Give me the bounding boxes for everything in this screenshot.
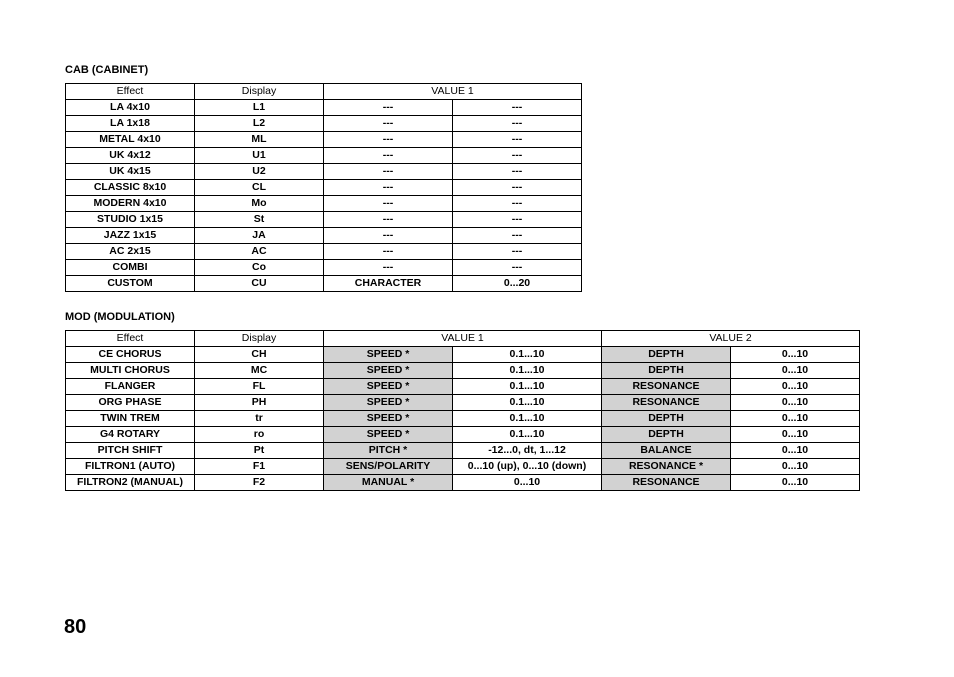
table-row: [66, 427, 860, 443]
mod-value1-range-cell: 0.1...10: [453, 379, 602, 395]
mod-display-cell: F2: [195, 475, 324, 491]
mod-value2-param-cell: RESONANCE: [602, 475, 731, 491]
cab-value1-range-cell: ---: [453, 132, 582, 148]
mod-display-cell: PH: [195, 395, 324, 411]
mod-value1-range-cell: -12...0, dt, 1...12: [453, 443, 602, 459]
cab-value1-range-cell: ---: [453, 260, 582, 276]
cab-value1-param-cell: ---: [324, 164, 453, 180]
cab-value1-param-cell: CHARACTER: [324, 276, 453, 292]
cab-effect-cell: UK 4x12: [66, 148, 195, 164]
table-row: [66, 244, 582, 260]
cab-effect-cell: CUSTOM: [66, 276, 195, 292]
mod-value1-range-cell: 0.1...10: [453, 411, 602, 427]
cab-value1-param-cell: ---: [324, 132, 453, 148]
cab-value1-range-cell: ---: [453, 212, 582, 228]
cab-value1-param-cell: ---: [324, 244, 453, 260]
mod-value1-range-cell: 0.1...10: [453, 427, 602, 443]
table-row: [66, 132, 582, 148]
cab-header-row: [66, 84, 582, 100]
table-row: [66, 347, 860, 363]
cab-header-value1: VALUE 1: [324, 84, 582, 100]
cab-value1-param-cell: ---: [324, 212, 453, 228]
cab-display-cell: CU: [195, 276, 324, 292]
cab-effect-cell: LA 1x18: [66, 116, 195, 132]
table-row: [66, 228, 582, 244]
mod-value1-range-cell: 0...10 (up), 0...10 (down): [453, 459, 602, 475]
cab-display-cell: St: [195, 212, 324, 228]
cab-value1-range-cell: ---: [453, 116, 582, 132]
cab-display-cell: L2: [195, 116, 324, 132]
mod-display-cell: FL: [195, 379, 324, 395]
table-row: [66, 276, 582, 292]
mod-value2-param-cell: RESONANCE: [602, 379, 731, 395]
table-row: [66, 363, 860, 379]
mod-effect-cell: PITCH SHIFT: [66, 443, 195, 459]
mod-header-value1: VALUE 1: [324, 331, 602, 347]
mod-value2-range-cell: 0...10: [731, 411, 860, 427]
cab-effect-cell: UK 4x15: [66, 164, 195, 180]
mod-display-cell: ro: [195, 427, 324, 443]
cab-effect-cell: METAL 4x10: [66, 132, 195, 148]
mod-value1-param-cell: SPEED *: [324, 379, 453, 395]
cab-value1-range-cell: ---: [453, 148, 582, 164]
cab-value1-range-cell: ---: [453, 244, 582, 260]
mod-effect-cell: MULTI CHORUS: [66, 363, 195, 379]
cab-display-cell: Co: [195, 260, 324, 276]
cab-value1-param-cell: ---: [324, 116, 453, 132]
cab-effect-cell: AC 2x15: [66, 244, 195, 260]
mod-display-cell: CH: [195, 347, 324, 363]
mod-header-effect: Effect: [66, 331, 195, 347]
mod-effect-cell: G4 ROTARY: [66, 427, 195, 443]
cab-value1-range-cell: ---: [453, 100, 582, 116]
cab-display-cell: Mo: [195, 196, 324, 212]
mod-value1-param-cell: PITCH *: [324, 443, 453, 459]
mod-value2-range-cell: 0...10: [731, 363, 860, 379]
mod-value1-range-cell: 0.1...10: [453, 347, 602, 363]
mod-value2-param-cell: BALANCE: [602, 443, 731, 459]
mod-value1-param-cell: SPEED *: [324, 395, 453, 411]
mod-value1-range-cell: 0...10: [453, 475, 602, 491]
cab-value1-param-cell: ---: [324, 148, 453, 164]
cab-table: [65, 83, 582, 292]
cab-value1-range-cell: ---: [453, 180, 582, 196]
cab-effect-cell: JAZZ 1x15: [66, 228, 195, 244]
cab-effect-cell: LA 4x10: [66, 100, 195, 116]
table-row: [66, 116, 582, 132]
mod-value1-param-cell: SPEED *: [324, 347, 453, 363]
mod-value1-param-cell: MANUAL *: [324, 475, 453, 491]
mod-value2-param-cell: DEPTH: [602, 411, 731, 427]
mod-value2-range-cell: 0...10: [731, 459, 860, 475]
mod-value2-range-cell: 0...10: [731, 427, 860, 443]
mod-value1-param-cell: SPEED *: [324, 363, 453, 379]
mod-effect-cell: FILTRON2 (MANUAL): [66, 475, 195, 491]
mod-value1-range-cell: 0.1...10: [453, 395, 602, 411]
cab-section-title: CAB (CABINET): [65, 64, 149, 76]
mod-header-value2: VALUE 2: [602, 331, 860, 347]
cab-value1-range-cell: ---: [453, 228, 582, 244]
table-row: [66, 164, 582, 180]
table-row: [66, 148, 582, 164]
mod-value2-range-cell: 0...10: [731, 443, 860, 459]
table-row: [66, 196, 582, 212]
table-row: [66, 443, 860, 459]
mod-value2-range-cell: 0...10: [731, 395, 860, 411]
mod-value2-param-cell: DEPTH: [602, 347, 731, 363]
table-row: [66, 212, 582, 228]
cab-display-cell: ML: [195, 132, 324, 148]
mod-effect-cell: ORG PHASE: [66, 395, 195, 411]
cab-header-display: Display: [195, 84, 324, 100]
mod-value1-param-cell: SPEED *: [324, 411, 453, 427]
table-row: [66, 459, 860, 475]
mod-effect-cell: TWIN TREM: [66, 411, 195, 427]
mod-header-row: [66, 331, 860, 347]
table-row: [66, 475, 860, 491]
cab-display-cell: AC: [195, 244, 324, 260]
cab-effect-cell: MODERN 4x10: [66, 196, 195, 212]
mod-display-cell: MC: [195, 363, 324, 379]
mod-effect-cell: FILTRON1 (AUTO): [66, 459, 195, 475]
mod-effect-cell: FLANGER: [66, 379, 195, 395]
cab-value1-param-cell: ---: [324, 228, 453, 244]
table-row: [66, 100, 582, 116]
cab-header-effect: Effect: [66, 84, 195, 100]
cab-display-cell: U2: [195, 164, 324, 180]
cab-value1-param-cell: ---: [324, 100, 453, 116]
mod-effect-cell: CE CHORUS: [66, 347, 195, 363]
mod-value2-param-cell: DEPTH: [602, 427, 731, 443]
cab-value1-param-cell: ---: [324, 180, 453, 196]
mod-value2-range-cell: 0...10: [731, 475, 860, 491]
mod-display-cell: F1: [195, 459, 324, 475]
mod-display-cell: Pt: [195, 443, 324, 459]
cab-value1-param-cell: ---: [324, 260, 453, 276]
table-row: [66, 395, 860, 411]
mod-section-title: MOD (MODULATION): [65, 311, 175, 323]
cab-display-cell: CL: [195, 180, 324, 196]
cab-display-cell: U1: [195, 148, 324, 164]
cab-value1-range-cell: ---: [453, 164, 582, 180]
mod-value2-range-cell: 0...10: [731, 347, 860, 363]
cab-display-cell: JA: [195, 228, 324, 244]
mod-value1-range-cell: 0.1...10: [453, 363, 602, 379]
mod-value1-param-cell: SENS/POLARITY: [324, 459, 453, 475]
mod-value2-param-cell: DEPTH: [602, 363, 731, 379]
cab-effect-cell: COMBI: [66, 260, 195, 276]
cab-effect-cell: CLASSIC 8x10: [66, 180, 195, 196]
mod-display-cell: tr: [195, 411, 324, 427]
table-row: [66, 379, 860, 395]
cab-display-cell: L1: [195, 100, 324, 116]
cab-value1-range-cell: ---: [453, 196, 582, 212]
mod-table: [65, 330, 860, 491]
table-row: [66, 260, 582, 276]
mod-value2-param-cell: RESONANCE *: [602, 459, 731, 475]
table-row: [66, 411, 860, 427]
mod-value2-range-cell: 0...10: [731, 379, 860, 395]
table-row: [66, 180, 582, 196]
cab-value1-range-cell: 0...20: [453, 276, 582, 292]
mod-header-display: Display: [195, 331, 324, 347]
cab-value1-param-cell: ---: [324, 196, 453, 212]
cab-effect-cell: STUDIO 1x15: [66, 212, 195, 228]
page-number: 80: [64, 616, 87, 638]
mod-value1-param-cell: SPEED *: [324, 427, 453, 443]
mod-value2-param-cell: RESONANCE: [602, 395, 731, 411]
